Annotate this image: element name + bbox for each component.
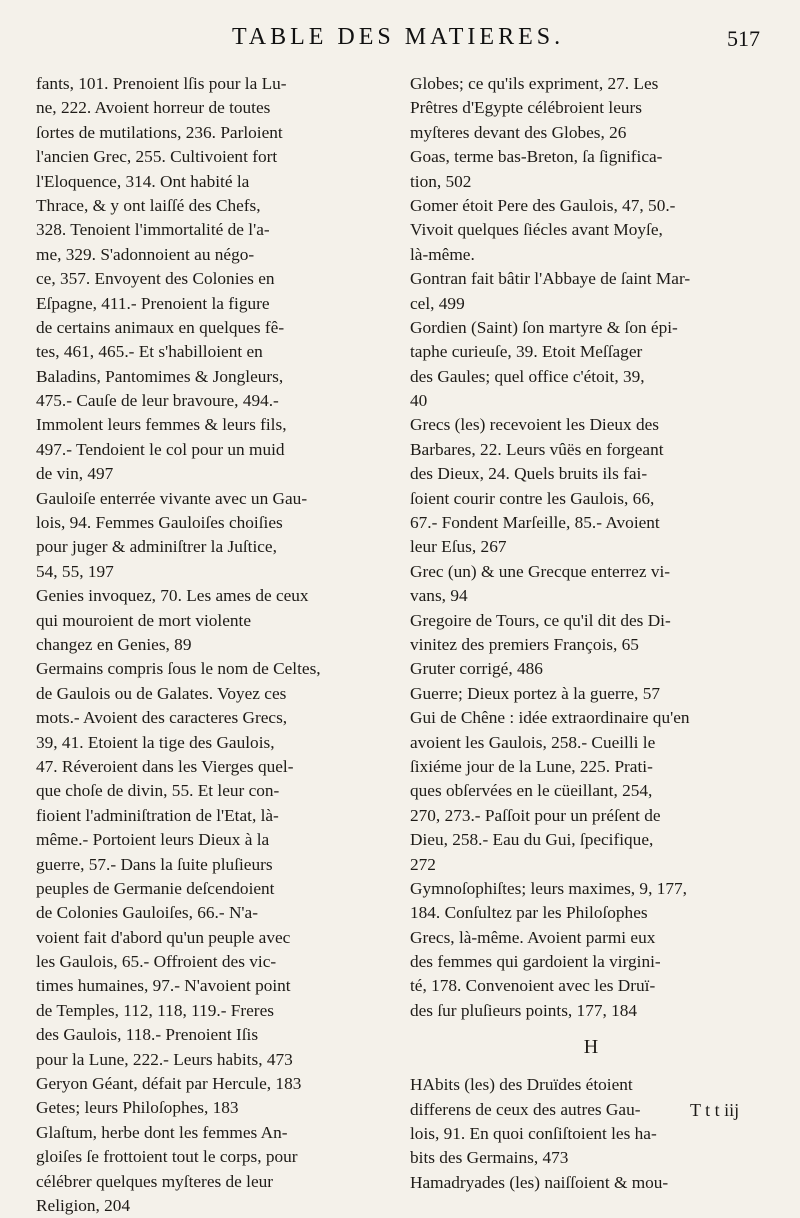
index-line: de vin, 497: [36, 464, 114, 484]
index-line: des femmes qui gardoient la virgini-: [410, 952, 661, 972]
index-line: Vivoit quelques ſiécles avant Moyſe,: [410, 220, 663, 240]
index-line: pour la Lune, 222.- Leurs habits, 473: [36, 1049, 293, 1069]
index-line: ne, 222. Avoient horreur de toutes: [36, 98, 271, 118]
index-line: Immolent leurs femmes & leurs fils,: [36, 415, 287, 435]
index-line: Goas, terme bas-Breton, ſa ſignifica-: [410, 147, 663, 167]
index-line: ſortes de mutilations, 236. Parloient: [36, 122, 283, 142]
index-line: Gontran fait bâtir l'Abbaye de ſaint Mar-: [410, 269, 691, 289]
index-line: 270, 273.- Paſſoit pour un préſent de: [410, 805, 661, 825]
right-column-entries-g: [410, 72, 772, 1023]
index-line: Gomer étoit Pere des Gaulois, 47, 50.-: [410, 195, 676, 215]
index-line: 54, 55, 197: [36, 561, 114, 581]
index-line: me, 329. S'adonnoient au négo-: [36, 244, 255, 264]
index-line: l'ancien Grec, 255. Cultivoient fort: [36, 147, 278, 167]
index-line: tion, 502: [410, 171, 472, 191]
index-line: taphe curieuſe, 39. Etoit Meſſager: [410, 342, 643, 362]
index-line: 39, 41. Etoient la tige des Gaulois,: [36, 732, 275, 752]
index-line: des Gaules; quel office c'étoit, 39,: [410, 366, 645, 386]
section-letter: H: [583, 1036, 599, 1059]
index-line: changez en Genies, 89: [36, 634, 192, 654]
left-column: [36, 72, 396, 1218]
index-line: Geryon Géant, défait par Hercule, 183: [36, 1074, 302, 1094]
index-line: 497.- Tendoient le col pour un muid: [36, 439, 285, 459]
index-line: Gymnoſophiſtes; leurs maximes, 9, 177,: [410, 878, 687, 898]
index-line: times humaines, 97.- N'avoient point: [36, 976, 291, 996]
index-line: gloiſes ſe frottoient tout le corps, pour: [36, 1147, 298, 1167]
index-line: des ſur pluſieurs points, 177, 184: [410, 1000, 638, 1020]
index-line: Hamadryades (les) naiſſoient & mou-: [410, 1172, 669, 1192]
index-line: bits des Germains, 473: [410, 1148, 569, 1168]
index-line: même.- Portoient leurs Dieux à la: [36, 830, 270, 850]
index-line: té, 178. Convenoient avec les Druï-: [410, 976, 656, 996]
right-column-entries-h: [410, 1073, 772, 1195]
index-line: 184. Conſultez par les Philoſophes: [410, 903, 648, 923]
index-line: Gruter corrigé, 486: [410, 659, 543, 679]
index-line: 67.- Fondent Marſeille, 85.- Avoient: [410, 513, 660, 533]
index-line: ce, 357. Envoyent des Colonies en: [36, 269, 275, 289]
index-line: ques obſervées en le cüeillant, 254,: [410, 781, 653, 801]
index-line: de certains animaux en quelques fê-: [36, 317, 285, 337]
index-line: lois, 94. Femmes Gauloiſes choiſies: [36, 513, 283, 533]
page-header: [0, 22, 800, 58]
index-line: tes, 461, 465.- Et s'habilloient en: [36, 342, 263, 362]
signature-mark: T t t iij: [690, 1100, 740, 1120]
index-line: 272: [410, 854, 436, 874]
index-line: Dieu, 258.- Eau du Gui, ſpecifique,: [410, 830, 654, 850]
index-line: Grecs, là-même. Avoient parmi eux: [410, 927, 656, 947]
index-line: célébrer quelques myſteres de leur: [36, 1171, 274, 1191]
index-line: avoient les Gaulois, 258.- Cueilli le: [410, 732, 656, 752]
index-line: Gauloiſe enterrée vivante avec un Gau-: [36, 488, 308, 508]
index-line: lois, 91. En quoi conſiſtoient les ha-: [410, 1124, 657, 1144]
index-line: de Gaulois ou de Galates. Voyez ces: [36, 683, 287, 703]
index-line: des Dieux, 24. Quels bruits ils fai-: [410, 464, 648, 484]
index-line: l'Eloquence, 314. Ont habité la: [36, 171, 250, 191]
right-column: [410, 72, 772, 1195]
index-line: de Temples, 112, 118, 119.- Freres: [36, 1000, 274, 1020]
index-line: Religion, 204: [36, 1195, 131, 1215]
index-line: myſteres devant des Globes, 26: [410, 122, 627, 142]
index-line: Gui de Chêne : idée extraordinaire qu'en: [410, 708, 690, 728]
index-line: Gregoire de Tours, ce qu'il dit des Di-: [410, 610, 671, 630]
index-line: leur Eſus, 267: [410, 537, 507, 557]
index-line: 40: [410, 391, 428, 411]
index-line: Barbares, 22. Leurs vûës en forgeant: [410, 439, 664, 459]
index-line: differens de ceux des autres Gau-: [410, 1099, 641, 1119]
index-line: fioient l'adminiſtration de l'Etat, là-: [36, 805, 279, 825]
index-line: Prêtres d'Egypte célébroient leurs: [410, 98, 643, 118]
index-line: cel, 499: [410, 293, 465, 313]
index-line: qui mouroient de mort violente: [36, 610, 252, 630]
index-line: Guerre; Dieux portez à la guerre, 57: [410, 683, 660, 703]
running-title: TABLE DES MATIERES.: [232, 24, 565, 50]
index-line: de Colonies Gauloiſes, 66.- N'a-: [36, 903, 258, 923]
index-line: ſoient courir contre les Gaulois, 66,: [410, 488, 655, 508]
index-line: Baladins, Pantomimes & Jongleurs,: [36, 366, 284, 386]
index-line: 47. Réveroient dans les Vierges quel-: [36, 756, 294, 776]
index-line: HAbits (les) des Druïdes étoient: [410, 1075, 633, 1095]
index-line: des Gaulois, 118.- Prenoient Iſis: [36, 1025, 259, 1045]
index-line: Grecs (les) recevoient les Dieux des: [410, 415, 660, 435]
index-line: Globes; ce qu'ils expriment, 27. Les: [410, 74, 659, 93]
index-line: Eſpagne, 411.- Prenoient la figure: [36, 293, 270, 313]
index-line: 328. Tenoient l'immortalité de l'a-: [36, 220, 270, 240]
index-line: les Gaulois, 65.- Offroient des vic-: [36, 952, 277, 972]
index-line: voient fait d'abord qu'un peuple avec: [36, 927, 291, 947]
page-number: 517: [727, 26, 760, 51]
index-line: ſixiéme jour de la Lune, 225. Prati-: [410, 756, 653, 776]
index-line: Glaſtum, herbe dont les femmes An-: [36, 1122, 288, 1142]
index-line: Grec (un) & une Grecque enterrez vi-: [410, 561, 671, 581]
index-line: Genies invoquez, 70. Les ames de ceux: [36, 586, 309, 606]
index-line: peuples de Germanie deſcendoient: [36, 878, 275, 898]
index-line: là-même.: [410, 244, 475, 264]
index-line: Gordien (Saint) ſon martyre & ſon épi-: [410, 317, 678, 337]
index-line: Thrace, & y ont laiſſé des Chefs,: [36, 195, 261, 215]
index-line: que choſe de divin, 55. Et leur con-: [36, 781, 280, 801]
index-line: pour juger & adminiſtrer la Juſtice,: [36, 537, 277, 557]
index-line: Germains compris ſous le nom de Celtes,: [36, 659, 321, 679]
index-line: mots.- Avoient des caracteres Grecs,: [36, 708, 288, 728]
index-line: vinitez des premiers François, 65: [410, 634, 639, 654]
index-line: guerre, 57.- Dans la ſuite pluſieurs: [36, 854, 273, 874]
index-line: 475.- Cauſe de leur bravoure, 494.-: [36, 391, 279, 411]
index-line: fants, 101. Prenoient lſis pour la Lu-: [36, 74, 287, 93]
index-line: vans, 94: [410, 586, 468, 606]
index-line: Getes; leurs Philoſophes, 183: [36, 1098, 239, 1118]
